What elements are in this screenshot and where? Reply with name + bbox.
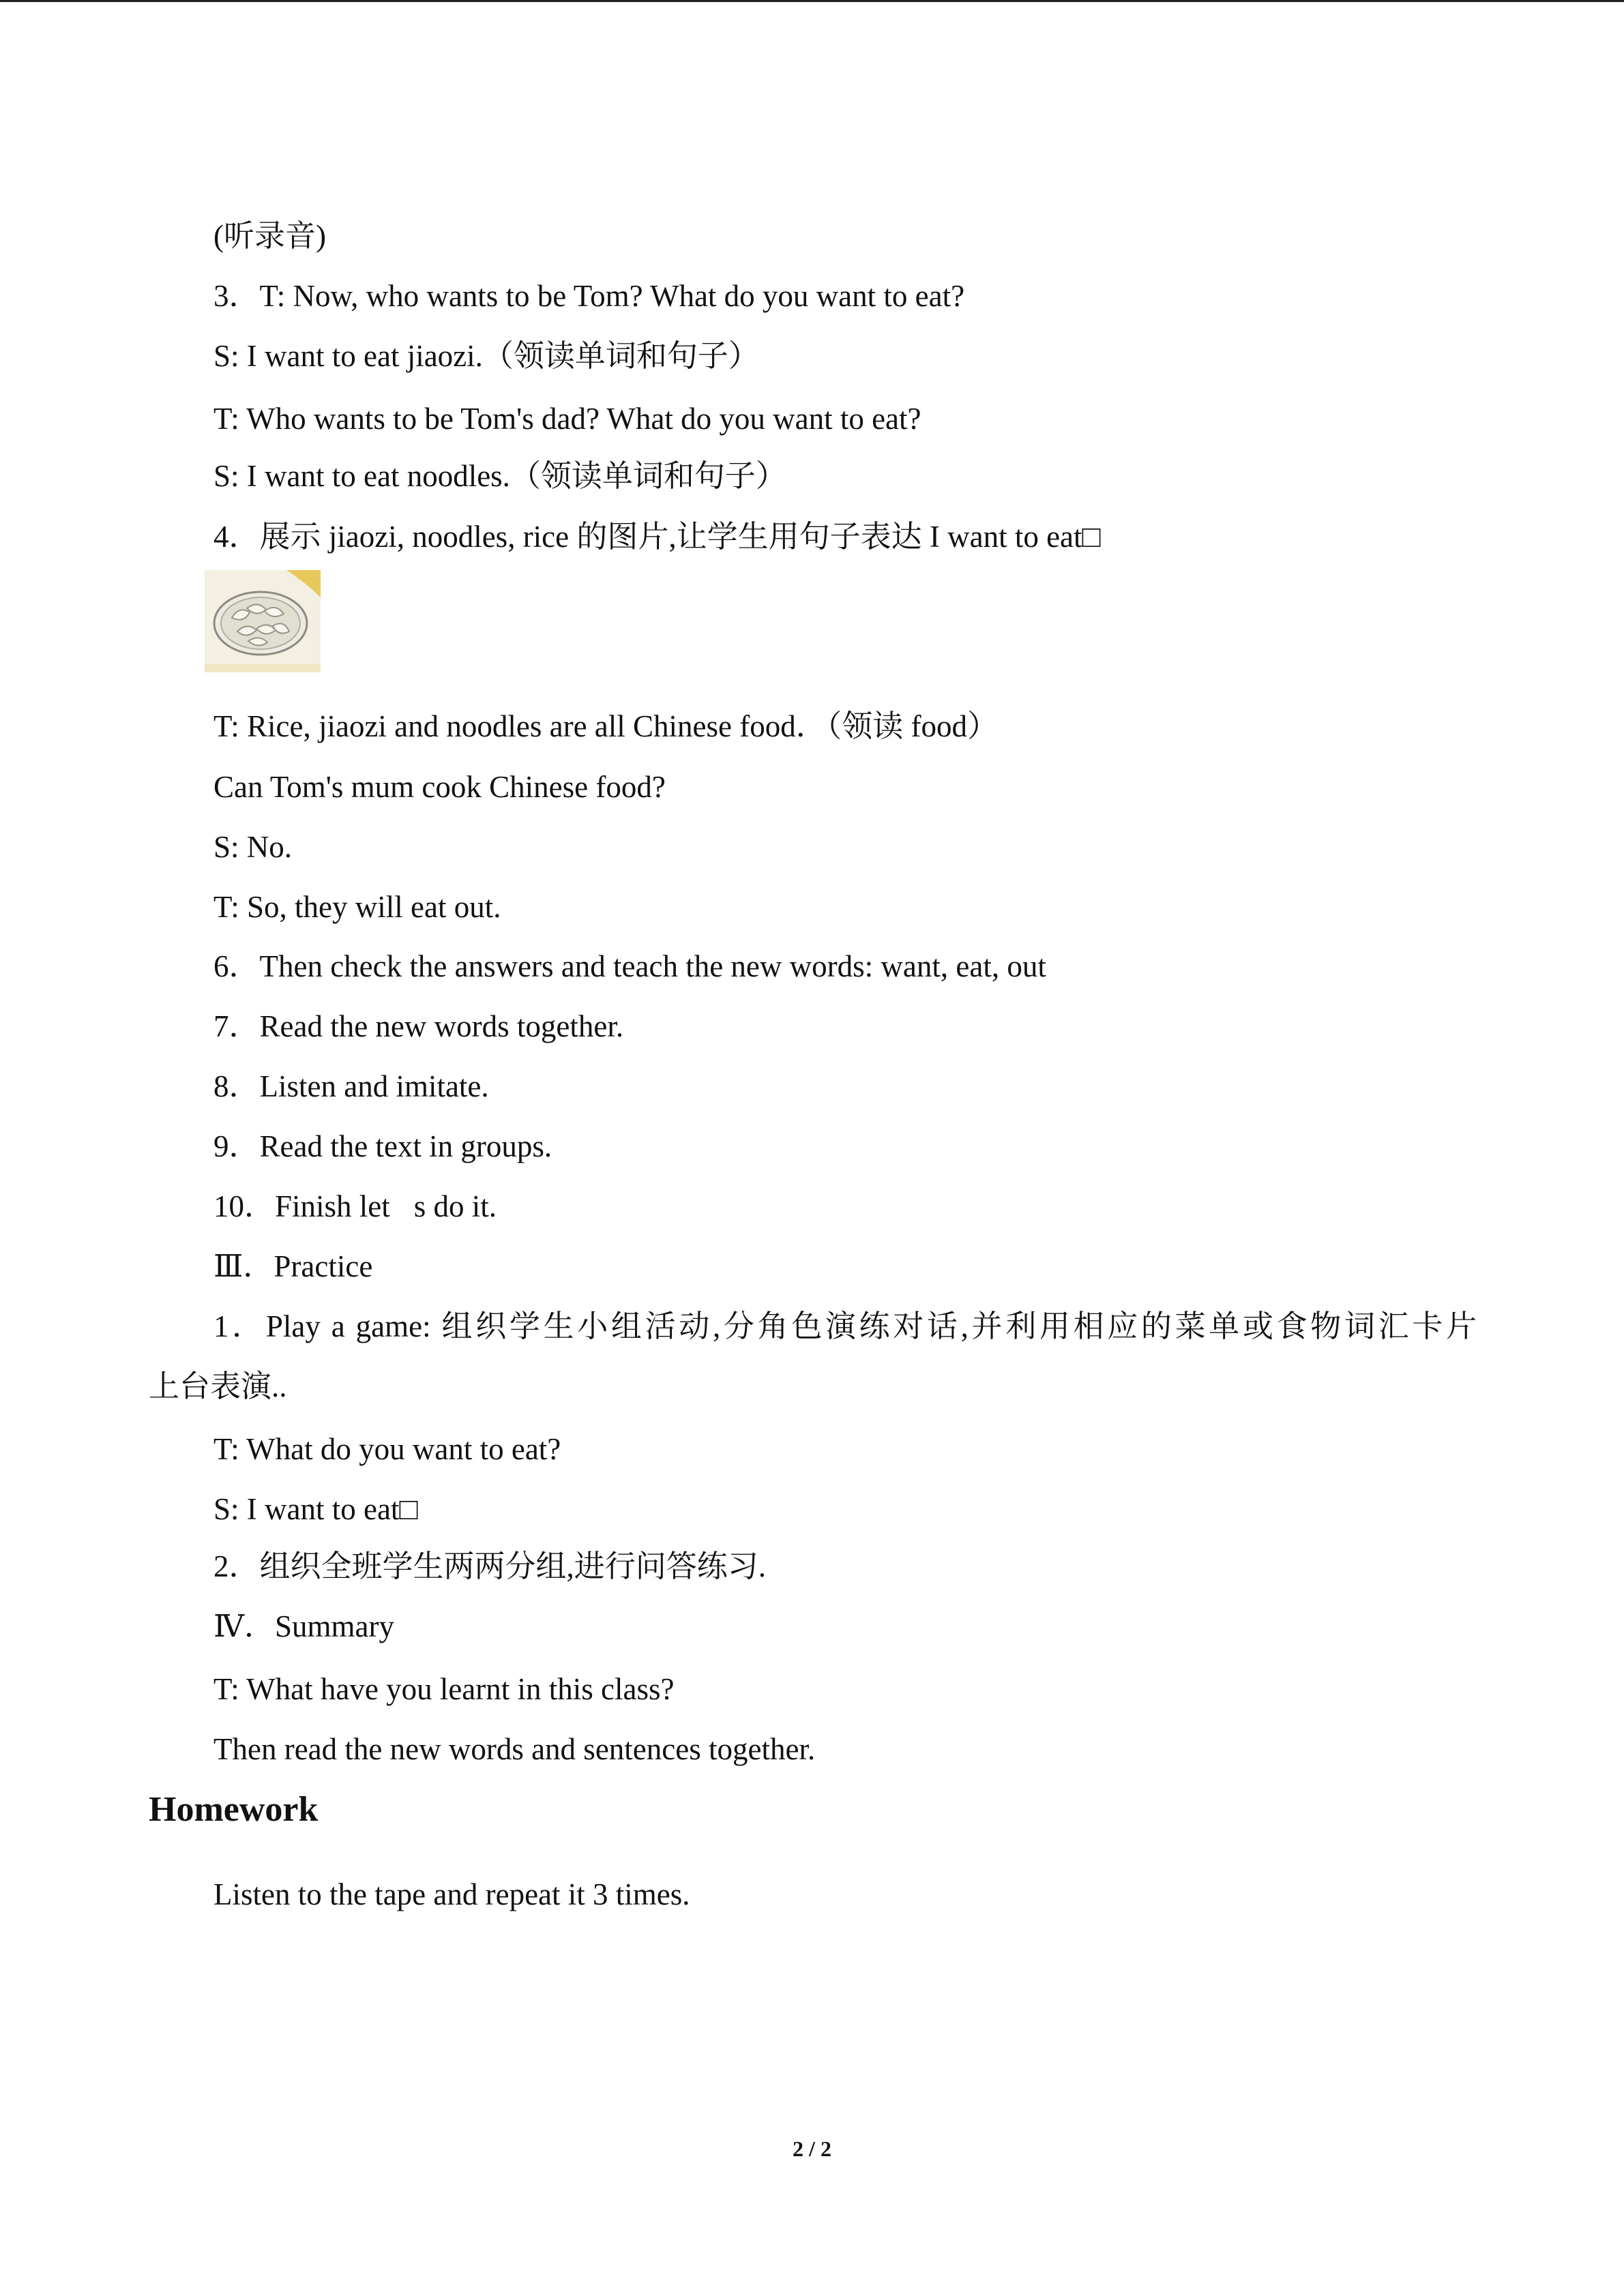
paragraph-step-9: 9．Read the text in groups. (213, 1129, 552, 1163)
paragraph-eat-out: T: So, they will eat out. (213, 890, 501, 924)
paragraph-step-10: 10．Finish let s do it. (213, 1189, 497, 1223)
paragraph-play-a-game: 1．Play a game: 组织学生小组活动,分角色演练对话,并利用相应的菜单或食物词汇卡片 (213, 1309, 1477, 1343)
paragraph-step-3-question: 3．T: Now, who wants to be Tom? What do you want to eat? (213, 279, 965, 313)
paragraph-listen-recording: (听录音) (213, 219, 326, 253)
paragraph-student-answer-noodles: S: I want to eat noodles.（领读单词和句子） (213, 459, 786, 493)
paragraph-step-7: 7．Read the new words together. (213, 1009, 624, 1043)
paragraph-step-6: 6．Then check the answers and teach the new words: want, eat, out (213, 949, 1046, 983)
paragraph-student-answer-jiaozi: S: I want to eat jiaozi.（领读单词和句子） (213, 339, 759, 373)
paragraph-chinese-food: T: Rice, jiaozi and noodles are all Chinese food．（领读 food） (213, 709, 998, 743)
page-top-border (0, 0, 1624, 2)
paragraph-read-together: Then read the new words and sentences together. (213, 1732, 816, 1766)
paragraph-step-8: 8．Listen and imitate. (213, 1069, 489, 1103)
paragraph-student-no: S: No. (213, 830, 293, 864)
homework-text: Listen to the tape and repeat it 3 times. (213, 1877, 690, 1911)
paragraph-play-a-game-continued: 上台表演.. (149, 1369, 287, 1403)
paragraph-summary-question: T: What have you learnt in this class? (213, 1672, 675, 1706)
section-heading-practice: Ⅲ．Practice (213, 1249, 373, 1283)
paragraph-what-to-eat-question: T: What do you want to eat? (213, 1432, 561, 1466)
homework-heading: Homework (149, 1790, 319, 1829)
jiaozi-picture (205, 570, 321, 672)
paragraph-student-want-to-eat: S: I want to eat□ (213, 1492, 418, 1526)
paragraph-tom-dad-question: T: Who wants to be Tom's dad? What do you want to eat? (213, 402, 921, 436)
paragraph-mum-cook-question: Can Tom's mum cook Chinese food? (213, 770, 666, 804)
page-number: 2 / 2 (793, 2136, 831, 2161)
paragraph-pair-practice: 2．组织全班学生两两分组,进行问答练习. (213, 1549, 767, 1583)
paragraph-step-4-pictures: 4．展示 jiaozi, noodles, rice 的图片,让学生用句子表达 I want to eat□ (213, 520, 1101, 554)
section-heading-summary: Ⅳ．Summary (213, 1609, 394, 1643)
